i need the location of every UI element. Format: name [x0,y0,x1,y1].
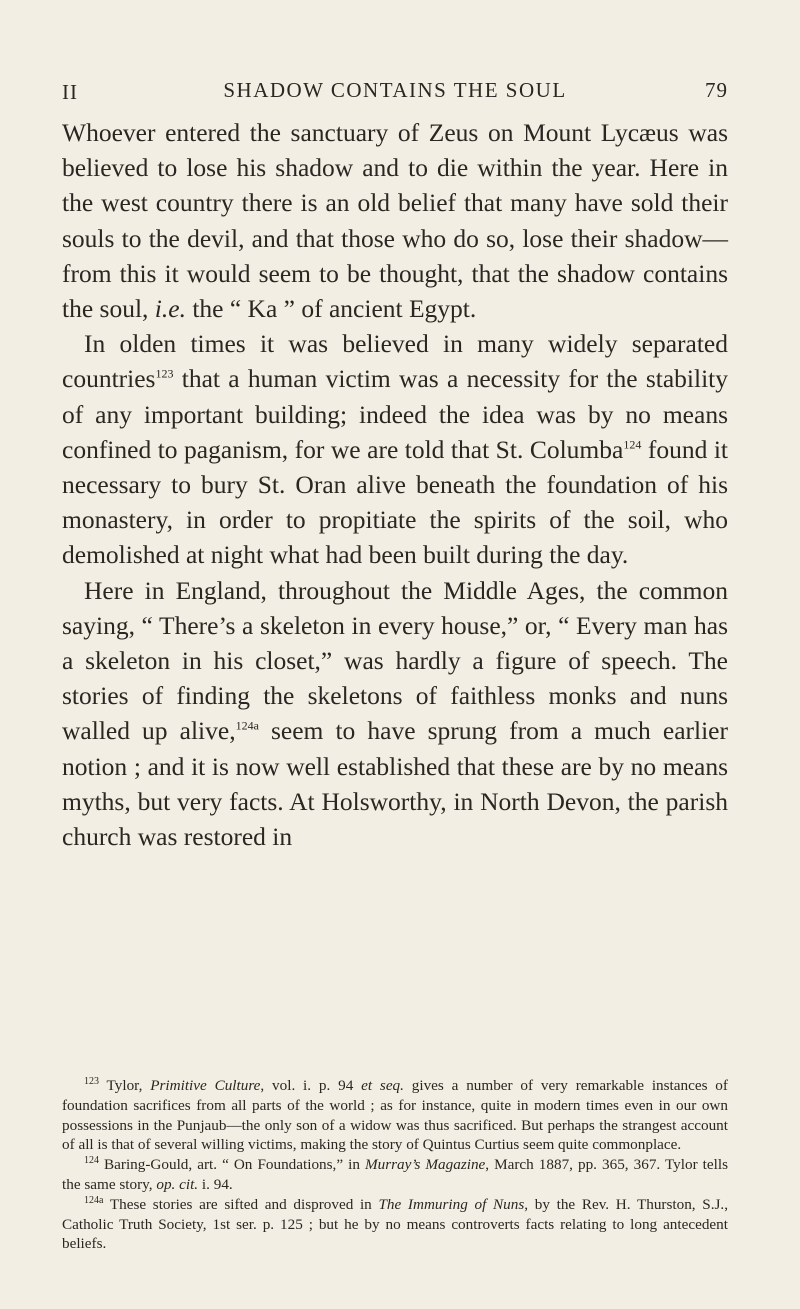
text-run: , vol. i. p. 94 [260,1077,362,1094]
footnote-number: 123 [84,1075,99,1087]
italic-run: i.e. [154,294,186,324]
text-run: the “ Ka ” of ancient Egypt. [185,294,477,324]
footnotes [62,1076,728,1254]
italic-run: The Immuring of Nuns [378,1195,525,1213]
text-run: , by the Rev. H. Thurston, S.J., Catholic Truth Society, 1st ser. p. 125 ; but he by no means controverts facts relating to long antecedent beliefs. [62,1195,729,1253]
text-run: that a human victim was a necessity for the stability of any important building; indeed the idea was by no means confined to paganism, for we are told that St. Columba [62,364,728,464]
footnote-ref-124a[interactable]: 124a [235,718,259,733]
italic-run: et seq. [361,1077,404,1094]
text-run: In olden times it was believed in many widely separated countries [62,329,728,394]
text-run: Tylor, [99,1077,151,1094]
footnote-ref-124[interactable]: 124 [623,437,642,452]
paragraph-1 [62,115,728,326]
main-text [62,115,728,854]
footnote-number: 124 [84,1155,99,1167]
text-run: found it necessary to bury St. Oran alive beneath the foundation of his monastery, in order to propitiate the spirits of the soil, who demolished at night what had been built during the day. [62,434,728,570]
italic-run: op. cit. [156,1175,199,1193]
text-run: gives a number of very remarkable instances of foundation sacrifices from all parts of the world ; as for instance, quite in modern times even in our own possessions in the Punjaub—the only son of a widow was thus sacrificed. But perhaps the strangest account of all is that of several willing victims, making the story of Quintus Curtius seem quite commonplace. [62,1077,728,1154]
running-header [62,76,728,106]
text-run: i. 94. [198,1175,233,1193]
footnote-ref-123[interactable]: 123 [155,366,174,381]
text-run: Baring-Gould, art. “ On Foundations,” in [99,1156,365,1174]
footnote-number: 124a [84,1194,104,1206]
text-run: seem to have sprung from a much earlier notion ; and it is now well established that these are by no means myths, but very facts. At Holsworthy, in North Devon, the parish church was restored in [62,716,728,852]
text-run: These stories are sifted and disproved in [103,1195,379,1213]
footnote-123 [62,1076,728,1155]
paragraph-3 [62,573,728,855]
italic-run: Primitive Culture [150,1077,261,1094]
footnote-124 [62,1155,728,1195]
running-title: SHADOW CONTAINS THE SOUL [223,78,567,102]
italic-run: Murray’s Magazine [364,1156,486,1174]
paragraph-2 [62,326,728,572]
chapter-number: II [62,80,78,104]
text-run: , March 1887, pp. 365, 367. Tylor tells the same story, [62,1156,728,1193]
footnote-124a [62,1195,728,1254]
text-run: Here in England, throughout the Middle Ages, the common saying, “ There’s a skeleton in every house,” or, “ Every man has a skeleton in his closet,” was hardly a figure of speech. The stories of finding the skeletons of faithless monks and nuns walled up alive, [62,575,728,746]
page-number: 79 [705,78,728,102]
text-run: Whoever entered the sanctuary of Zeus on Mount Lycæus was believed to lose his shadow and to die within the year. Here in the west country there is an old belief that many have sold their souls to the devil, and that those who do so, lose their shadow—from this it would seem to be thought, that the shadow contains the soul, [62,118,728,324]
